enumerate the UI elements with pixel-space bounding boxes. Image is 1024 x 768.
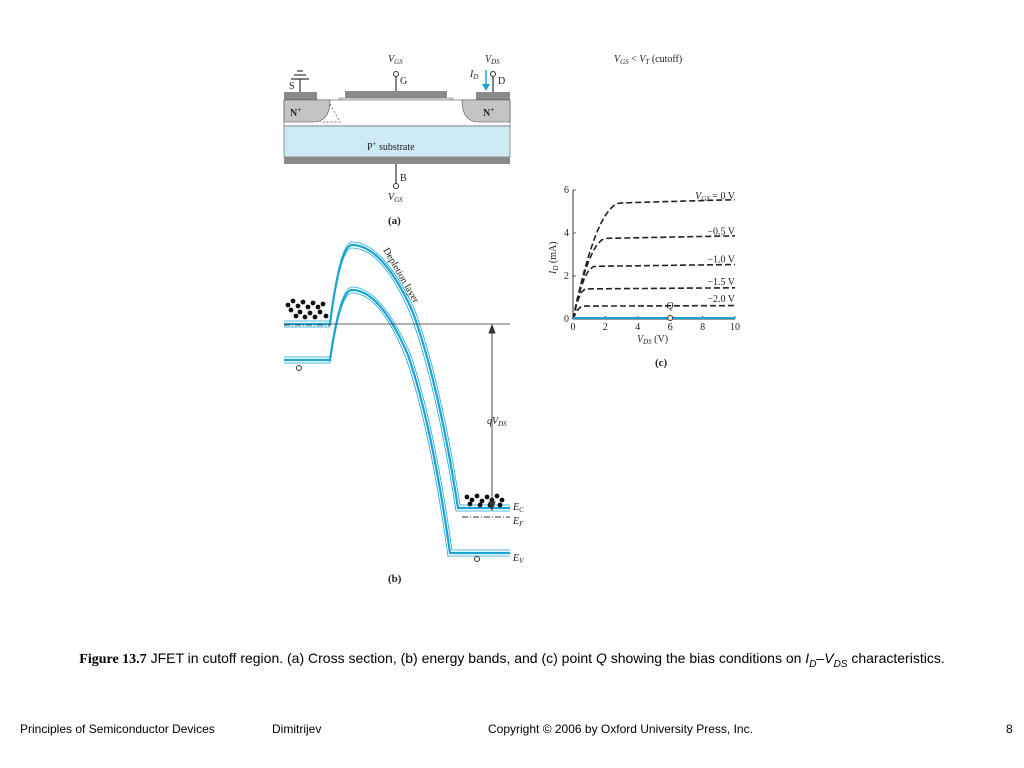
figure-caption <box>0 650 1024 670</box>
gate-contact <box>345 91 447 98</box>
caption-dash: – <box>816 650 825 666</box>
series-label: $V_{GS} = 0$ V <box>695 190 735 203</box>
x-tick-label: 0 <box>570 322 576 333</box>
x-tick-label: 2 <box>602 322 608 333</box>
y-axis-label: $I_D$ (mA) <box>548 241 560 274</box>
slide-footer <box>0 722 1024 742</box>
drain-contact <box>476 92 510 100</box>
gate-label: G <box>400 76 408 87</box>
depletion-layer-label: Depletion layer <box>380 246 421 306</box>
panel-b-label: (b) <box>388 573 402 585</box>
n-plus-right-label: N+ <box>483 106 495 119</box>
operating-point-q <box>668 316 673 321</box>
footer-author: Dimitrijev <box>272 722 322 736</box>
caption-vds-sub: DS <box>833 658 848 670</box>
x-tick-label: 6 <box>667 322 673 333</box>
panel-a-label: (a) <box>388 215 401 227</box>
x-tick-label: 4 <box>635 322 641 333</box>
series-label: −1.0 V <box>707 254 735 266</box>
x-tick-label: 10 <box>730 322 740 333</box>
source-contact <box>284 92 317 100</box>
energy-band-panel <box>284 242 524 585</box>
drain-label: D <box>498 76 506 87</box>
y-tick-label: 6 <box>564 185 569 196</box>
drain-current-label: $I_D$ <box>470 69 479 81</box>
cutoff-condition: $V_{GS} < V_T$ (cutoff) <box>614 54 683 66</box>
iv-curve-4 <box>573 306 735 319</box>
body-voltage-label: $V_{GS}$ <box>388 192 403 204</box>
panel-c-label: (c) <box>655 357 668 369</box>
caption-text-1: JFET in cutoff region. (a) Cross section, (b) energy bands, and (c) point <box>146 650 596 666</box>
electron-cluster-left <box>286 299 329 320</box>
x-tick-label: 8 <box>700 322 706 333</box>
cross-section-panel <box>284 54 682 227</box>
caption-text-2: showing the bias conditions on <box>606 650 806 666</box>
figure-number: Figure 13.7 <box>79 652 147 667</box>
conduction-band <box>284 242 510 511</box>
source-label: S <box>289 81 295 92</box>
series-label: −2.0 V <box>707 294 735 306</box>
series-label: −0.5 V <box>707 226 735 238</box>
series-label: −1.5 V <box>707 276 735 288</box>
footer-copyright: Copyright © 2006 by Oxford University Press, Inc. <box>488 722 753 736</box>
qvds-label: $qV_{DS}$ <box>487 416 507 428</box>
body-label: B <box>400 173 407 184</box>
y-tick-label: 0 <box>564 314 569 325</box>
substrate-label: P+ substrate <box>367 140 415 153</box>
ec-label: $E_C$ <box>513 502 524 514</box>
footer-book: Principles of Semiconductor Devices <box>20 722 215 736</box>
y-tick-label: 2 <box>564 271 569 282</box>
caption-vds: V <box>824 650 834 666</box>
iv-chart-panel <box>548 185 740 369</box>
x-axis-label: $V_{DS}$ (V) <box>637 334 669 346</box>
gate-terminal <box>394 72 399 77</box>
ef-label: $E_F$ <box>513 516 524 528</box>
drain-voltage-label: $V_{DS}$ <box>485 54 500 66</box>
caption-id-sub: D <box>809 658 817 670</box>
n-plus-left-label: N+ <box>290 106 302 119</box>
hole-right <box>475 557 480 562</box>
gate-voltage-label: $V_{GS}$ <box>388 54 403 66</box>
hole-left <box>297 366 302 371</box>
caption-q: Q <box>595 650 607 666</box>
caption-text-3: characteristics. <box>847 650 945 666</box>
y-tick-label: 4 <box>564 228 569 239</box>
iv-curve-2 <box>573 265 735 320</box>
current-arrow-icon <box>482 70 490 91</box>
point-q-label: Q <box>666 301 674 312</box>
caption-id: I <box>805 650 810 666</box>
drain-terminal <box>491 72 496 77</box>
back-terminal <box>394 184 399 189</box>
back-contact <box>284 157 510 164</box>
ev-label: $E_V$ <box>513 553 524 565</box>
footer-page-number: 8 <box>1006 722 1013 736</box>
